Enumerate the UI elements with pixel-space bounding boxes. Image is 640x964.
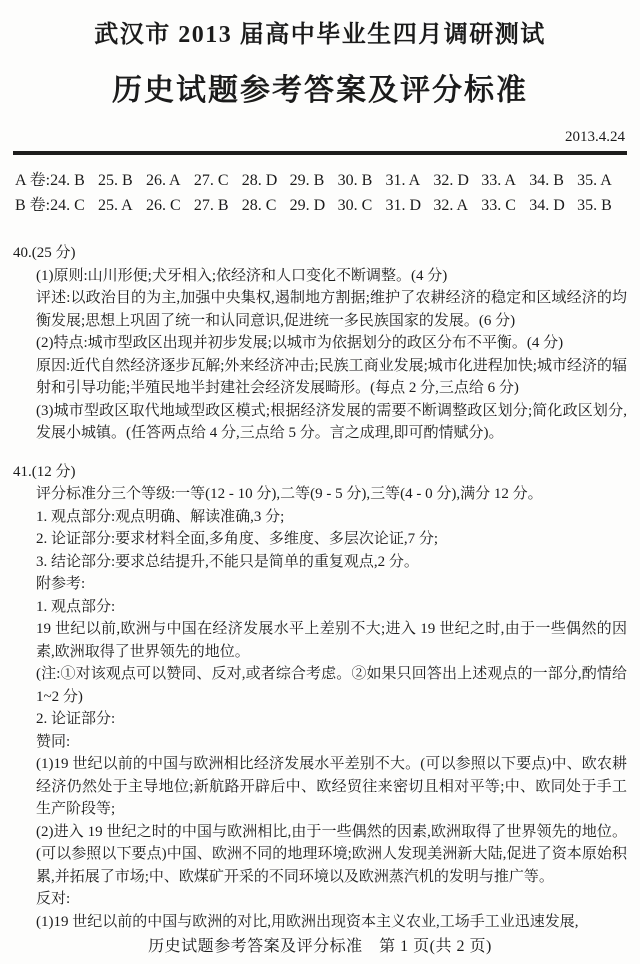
answer-paragraph: 1. 观点部分: xyxy=(36,598,116,615)
answer-item: 27. B xyxy=(193,197,229,214)
answer-item: 35. B xyxy=(577,197,612,214)
answer-paragraph: (1)19 世纪以前的中国与欧洲相比经济发展水平差别不大。(可以参照以下要点)中、欧农耕经济仍然处于主导地位;新航路开辟后中、欧经贸往来密切且相对平等;中、欧同处于手工生产阶段等; xyxy=(36,756,627,817)
answer-paragraph: 19 世纪以前,欧洲与中国在经济发展水平上差别不大;进入 19 世纪之时,由于一些偶然的因素,欧洲取得了世界领先的地位。 xyxy=(36,621,627,660)
multiple-choice-answer-key xyxy=(13,168,627,218)
answer-paragraph: 1. 观点部分:观点明确、解读准确,3 分; xyxy=(36,508,285,525)
answer-sections xyxy=(13,218,627,933)
answer-paragraph: 2. 论证部分: xyxy=(36,711,116,727)
section-heading: 41.(12 分) xyxy=(13,463,76,480)
answer-paragraph: (1)原则:山川形便;犬牙相入;依经济和人口变化不断调整。(4 分) xyxy=(36,267,448,284)
question-section xyxy=(13,242,627,445)
answer-paragraph: (1)19 世纪以前的中国与欧洲的对比,用欧洲出现资本主义农业,工场手工业迅速发展, xyxy=(36,913,579,930)
answer-item: 34. D xyxy=(529,197,565,214)
answer-item: 33. A xyxy=(481,172,516,189)
answer-item: 32. A xyxy=(433,197,469,214)
answer-paragraph: (2)进入 19 世纪之时的中国与欧洲相比,由于一些偶然的因素,欧洲取得了世界领先的地位。(可以参照以下要点)中国、欧洲不同的地理环境;欧洲人发现美洲新大陆,促进了资本原始积累,并拓展了市场;中、欧煤矿开采的不同环境以及欧洲蒸汽机的发明与推广等。 xyxy=(36,823,627,885)
exam-title: 武汉市 2013 届高中毕业生四月调研测试 xyxy=(94,22,546,48)
answer-item: 30. B xyxy=(337,172,373,189)
answer-row-label: A 卷: xyxy=(15,172,51,189)
document-date: 2013.4.24 xyxy=(565,129,625,145)
answer-item: 24. B xyxy=(50,172,85,189)
answer-paragraph: 评分标准分三个等级:一等(12 - 10 分),二等(9 - 5 分),三等(4 - 0 分),满分 12 分。 xyxy=(36,486,543,502)
answer-item: 27. C xyxy=(193,172,229,189)
answer-item: 26. C xyxy=(145,197,181,214)
answer-item: 30. C xyxy=(337,197,373,214)
answer-row-label: B 卷: xyxy=(15,197,51,214)
document-title: 历史试题参考答案及评分标准 xyxy=(112,74,528,107)
answer-item: 28. C xyxy=(241,197,277,214)
answer-paragraph: (3)城市型政区取代地域型政区模式;根据经济发展的需要不断调整政区划分;简化政区划分,发展小城镇。(任答两点给 4 分,三点给 5 分。言之成理,即可酌情赋分)。 xyxy=(36,402,627,441)
answer-paragraph: 赞同: xyxy=(36,733,71,750)
page-footer: 历史试题参考答案及评分标准 第 1 页(共 2 页) xyxy=(148,938,492,955)
answer-paragraph: 2. 论证部分:要求材料全面,多角度、多维度、多层次论证,7 分; xyxy=(36,531,439,547)
answer-item: 31. A xyxy=(385,172,421,189)
answer-item: 29. B xyxy=(289,172,325,189)
answer-item: 28. D xyxy=(241,172,278,189)
answer-item: 24. C xyxy=(50,197,85,214)
answer-item: 31. D xyxy=(385,197,422,214)
answer-item: 35. A xyxy=(577,172,612,189)
answer-paragraph: 3. 结论部分:要求总结提升,不能只是简单的重复观点,2 分。 xyxy=(36,553,419,570)
answer-item: 25. B xyxy=(98,172,133,189)
double-rule-divider xyxy=(13,151,627,155)
answer-paragraph: 反对: xyxy=(36,891,71,907)
answer-paragraph: (2)特点:城市型政区出现并初步发展;以城市为依据划分的政区分布不平衡。(4 分) xyxy=(36,335,564,351)
answer-item: 33. C xyxy=(481,197,516,214)
answer-item: 32. D xyxy=(433,172,469,189)
question-section xyxy=(13,461,627,934)
answer-paragraph: 原因:近代自然经济逐步瓦解;外来经济冲击;民族工商业发展;城市化进程加快;城市经济的辐射和引导功能;半殖民地半封建社会经济发展畸形。(每点 2 分,三点给 6 分) xyxy=(36,357,627,396)
answer-item: 26. A xyxy=(145,172,181,189)
answer-paragraph: 评述:以政治目的为主,加强中央集权,遏制地方割据;维护了农耕经济的稳定和区域经济的均衡发展;思想上巩固了统一和认同意识,促进统一多民族国家的发展。(6 分) xyxy=(36,290,627,329)
answer-item: 25. A xyxy=(98,197,133,214)
answer-item: 34. B xyxy=(529,172,564,189)
answer-paragraph: (注:①对该观点可以赞同、反对,或者综合考虑。②如果只回答出上述观点的一部分,酌情给 1~2 分) xyxy=(36,666,627,705)
answer-row xyxy=(15,168,625,193)
answer-row xyxy=(15,193,625,218)
answer-paragraph: 附参考: xyxy=(36,576,86,592)
answer-item: 29. D xyxy=(289,197,326,214)
section-heading: 40.(25 分) xyxy=(13,245,76,261)
